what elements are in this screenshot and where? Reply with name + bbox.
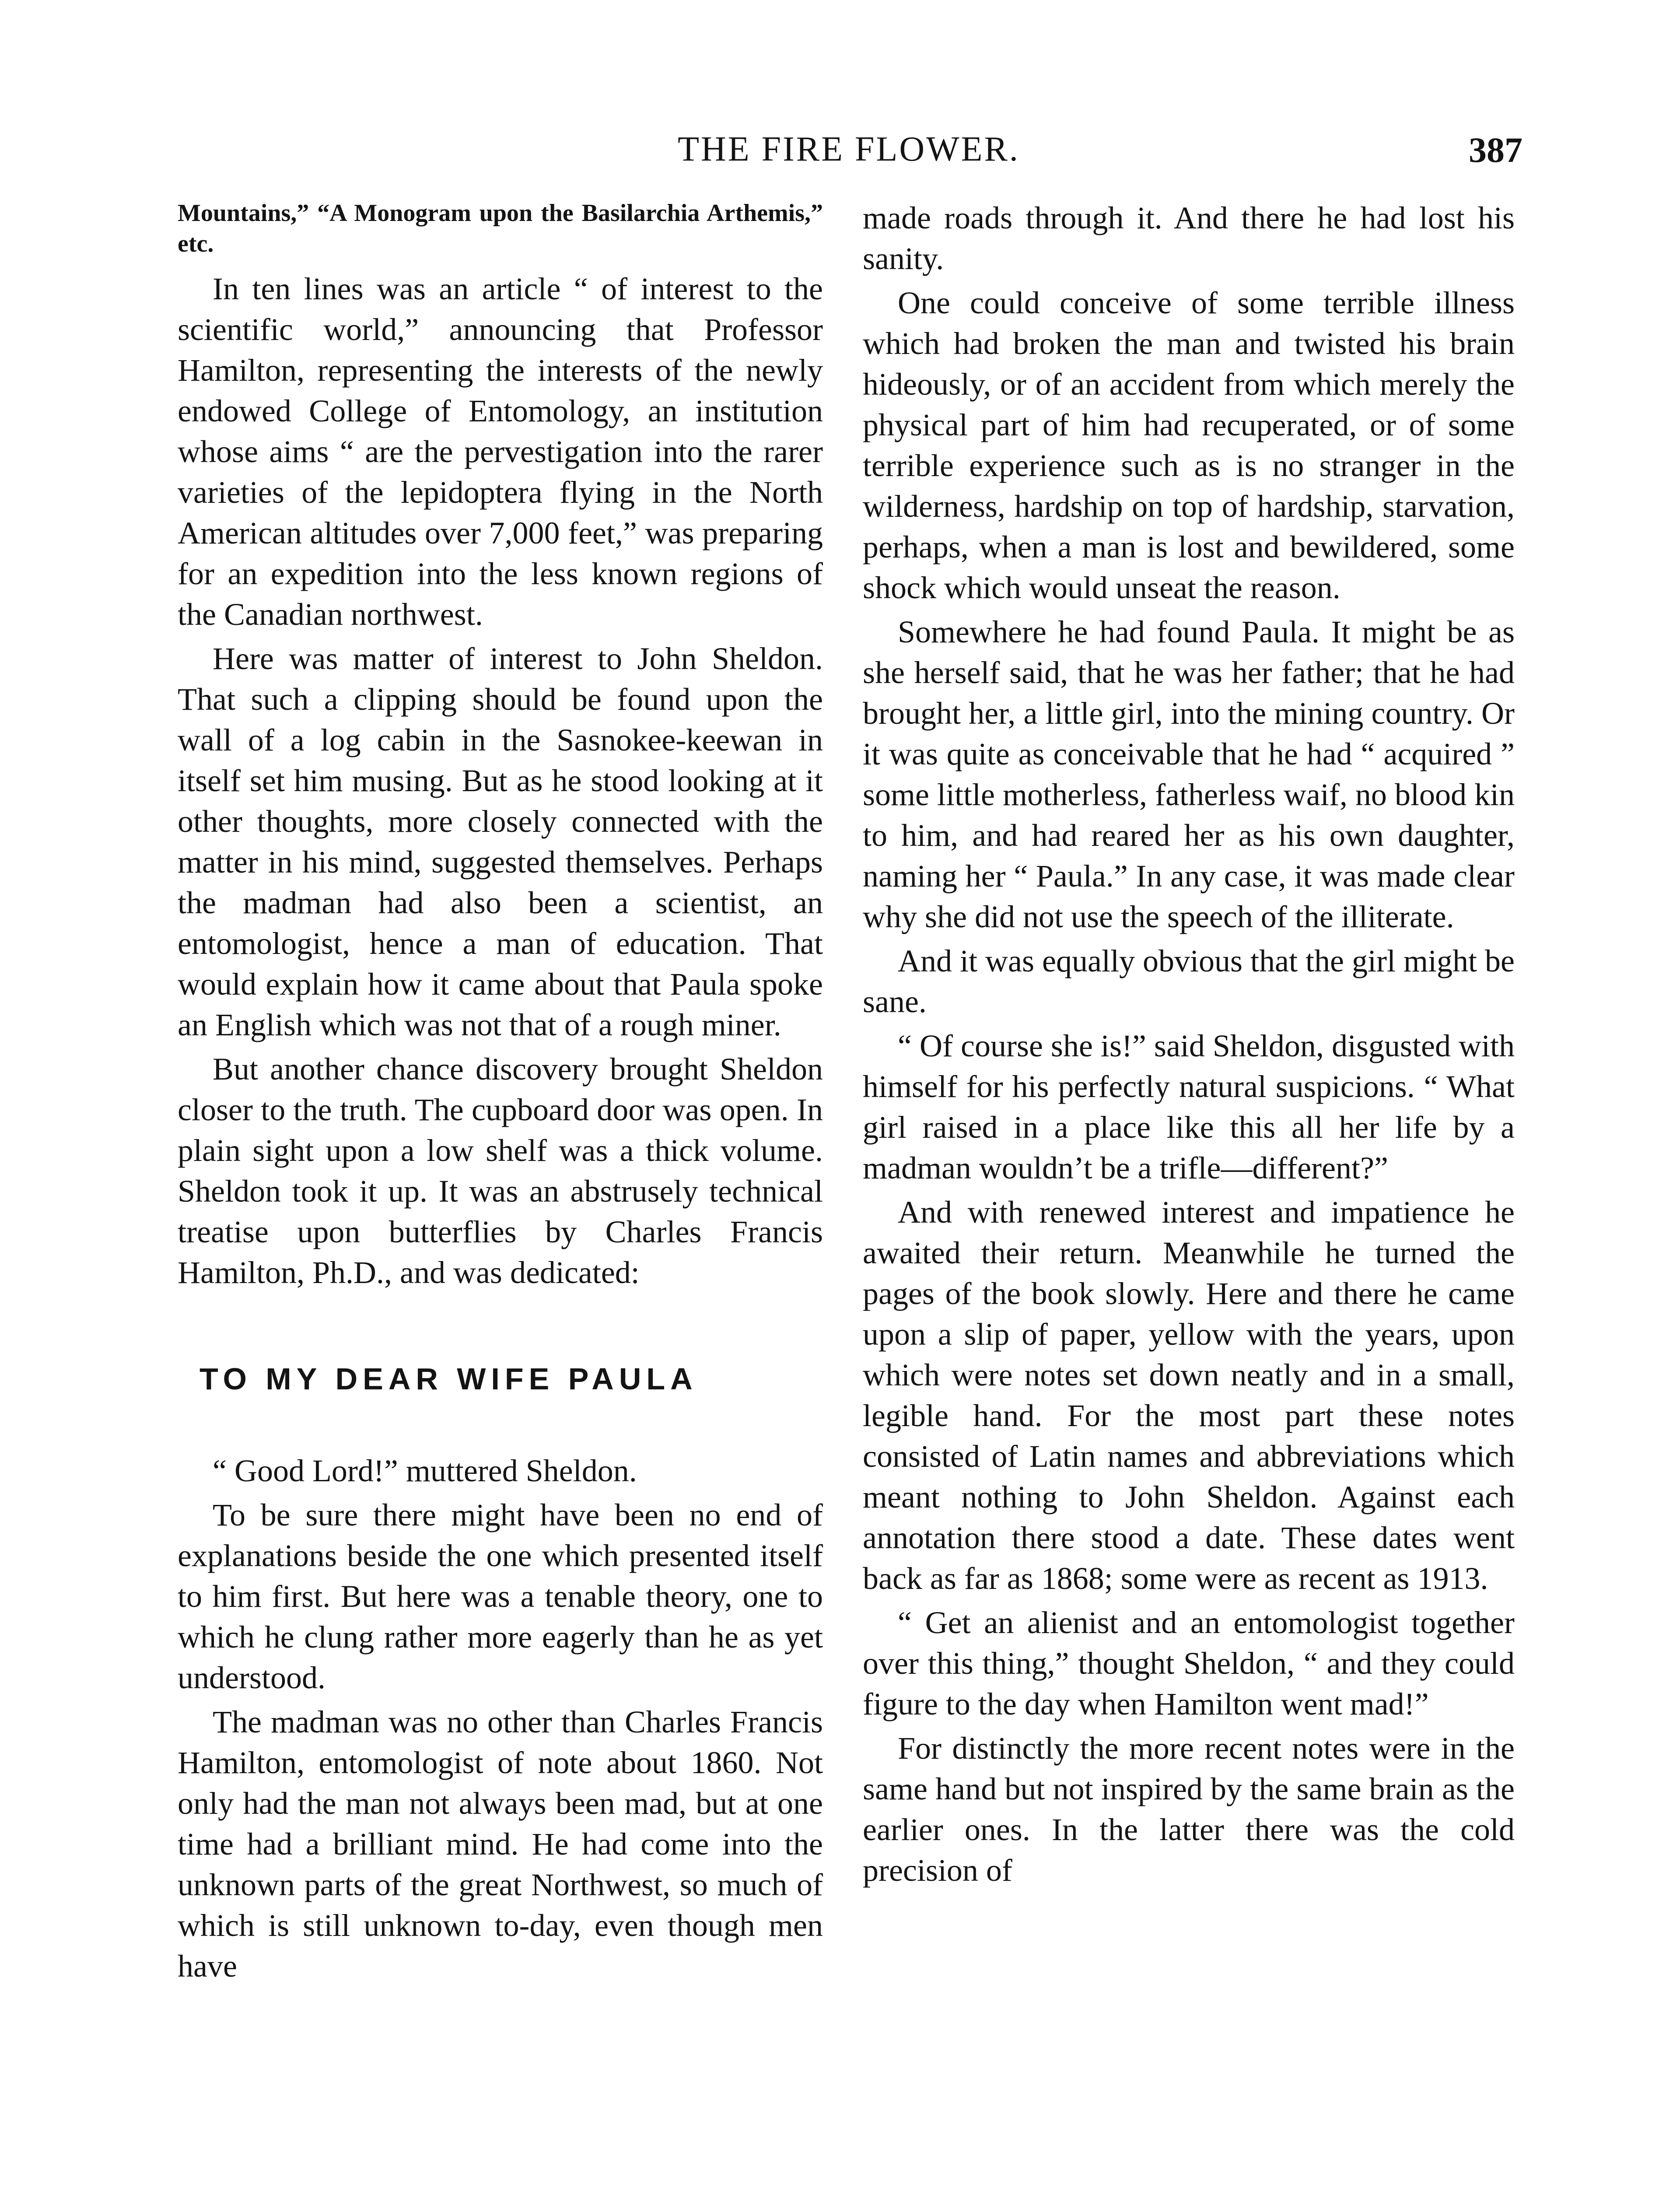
paragraph: And with renewed interest and impatience he awaited their return. Meanwhile he turned the pages of the book slowly. Here and there he came upon a slip of paper, yellow with the years, upon which were notes set down neatly and in a small, legible hand. For the most part these notes consisted of Latin names and abbreviations which meant nothing to John Sheldon. Against each annotation there stood a date. These dates went back as far as 1868; some were as recent as 1913.: [863, 1195, 1515, 1596]
paragraph: “ Good Lord!” muttered Sheldon.: [213, 1453, 637, 1488]
paragraph: For distinctly the more recent notes were in the same hand but not inspired by the same brain as the earlier ones. In the latter there was the cold precision of: [863, 1731, 1515, 1888]
paragraph: And it was equally obvious that the girl might be sane.: [863, 943, 1515, 1019]
paragraph: Somewhere he had found Paula. It might be as she herself said, that he was her father; that he had brought her, a little girl, into the mining country. Or it was quite as conceivable that he had “ acquired ” some little motherless, fatherless waif, no blood kin to him, and had reared her as his own daughter, naming her “ Paula.” In any case, it was made clear why she did not use the speech of the illiterate.: [863, 614, 1515, 934]
left-column: [178, 198, 823, 1990]
paragraph: made roads through it. And there he had lost his sanity.: [863, 200, 1515, 276]
page-number: 387: [1469, 130, 1522, 170]
paragraph: But another chance discovery brought Sheldon closer to the truth. The cupboard door was open. In plain sight upon a low shelf was a thick volume. Sheldon took it up. It was an abstrusely technical treatise upon butterflies by Charles Francis Hamilton, Ph.D., and was dedicated:: [178, 1052, 823, 1290]
paragraph: Here was matter of interest to John Sheldon. That such a clipping should be found upon the wall of a log cabin in the Sasnokee-keewan in itself set him musing. But as he stood looking at it other thoughts, more closely connected with the matter in his mind, suggested themselves. Perhaps the madman had also been a scientist, an entomologist, hence a man of education. That would explain how it came about that Paula spoke an English which was not that of a rough miner.: [178, 641, 823, 1042]
paragraph: The madman was no other than Charles Francis Hamilton, entomologist of note about 1860. Not only had the man not always been mad, but at one time had a brilliant mind. He had come into the unknown parts of the great Northwest, so much of which is still unknown to-day, even though men have: [178, 1704, 823, 1984]
dedication-heading: TO MY DEAR WIFE PAULA: [200, 1362, 698, 1396]
page-header: [175, 130, 1522, 182]
paragraph: To be sure there might have been no end of explanations beside the one which presented itself to him first. But here was a tenable theory, one to which he clung rather more eagerly than he as yet understood.: [178, 1497, 823, 1695]
paragraph: In ten lines was an article “ of interest to the scientific world,” announcing that Professor Hamilton, representing the interests of the newly endowed College of Entomology, an institution whose aims “ are the pervestigation into the rarer varieties of the lepidoptera flying in the North American altitudes over 7,000 feet,” was preparing for an expedition into the less known regions of the Canadian northwest.: [178, 271, 823, 632]
paragraph: One could conceive of some terrible illness which had broken the man and twisted his brain hideously, or of an accident from which merely the physical part of him had recuperated, or of some terrible experience such as is no stranger in the wilderness, hardship on top of hardship, starvation, perhaps, when a man is lost and bewildered, some shock which would unseat the reason.: [863, 285, 1515, 605]
running-title: THE FIRE FLOWER.: [678, 130, 1020, 168]
paragraph: “ Get an alienist and an entomologist together over this thing,” thought Sheldon, “ and they could figure to the day when Hamilton went mad!”: [863, 1605, 1515, 1722]
paragraph: Mountains,” “A Monogram upon the Basilarchia Arthemis,” etc.: [178, 200, 823, 257]
paragraph: “ Of course she is!” said Sheldon, disgusted with himself for his perfectly natural suspicions. “ What girl raised in a place like this all her life by a madman wouldn’t be a trifle—different?”: [863, 1028, 1515, 1185]
right-column: [863, 198, 1515, 1894]
